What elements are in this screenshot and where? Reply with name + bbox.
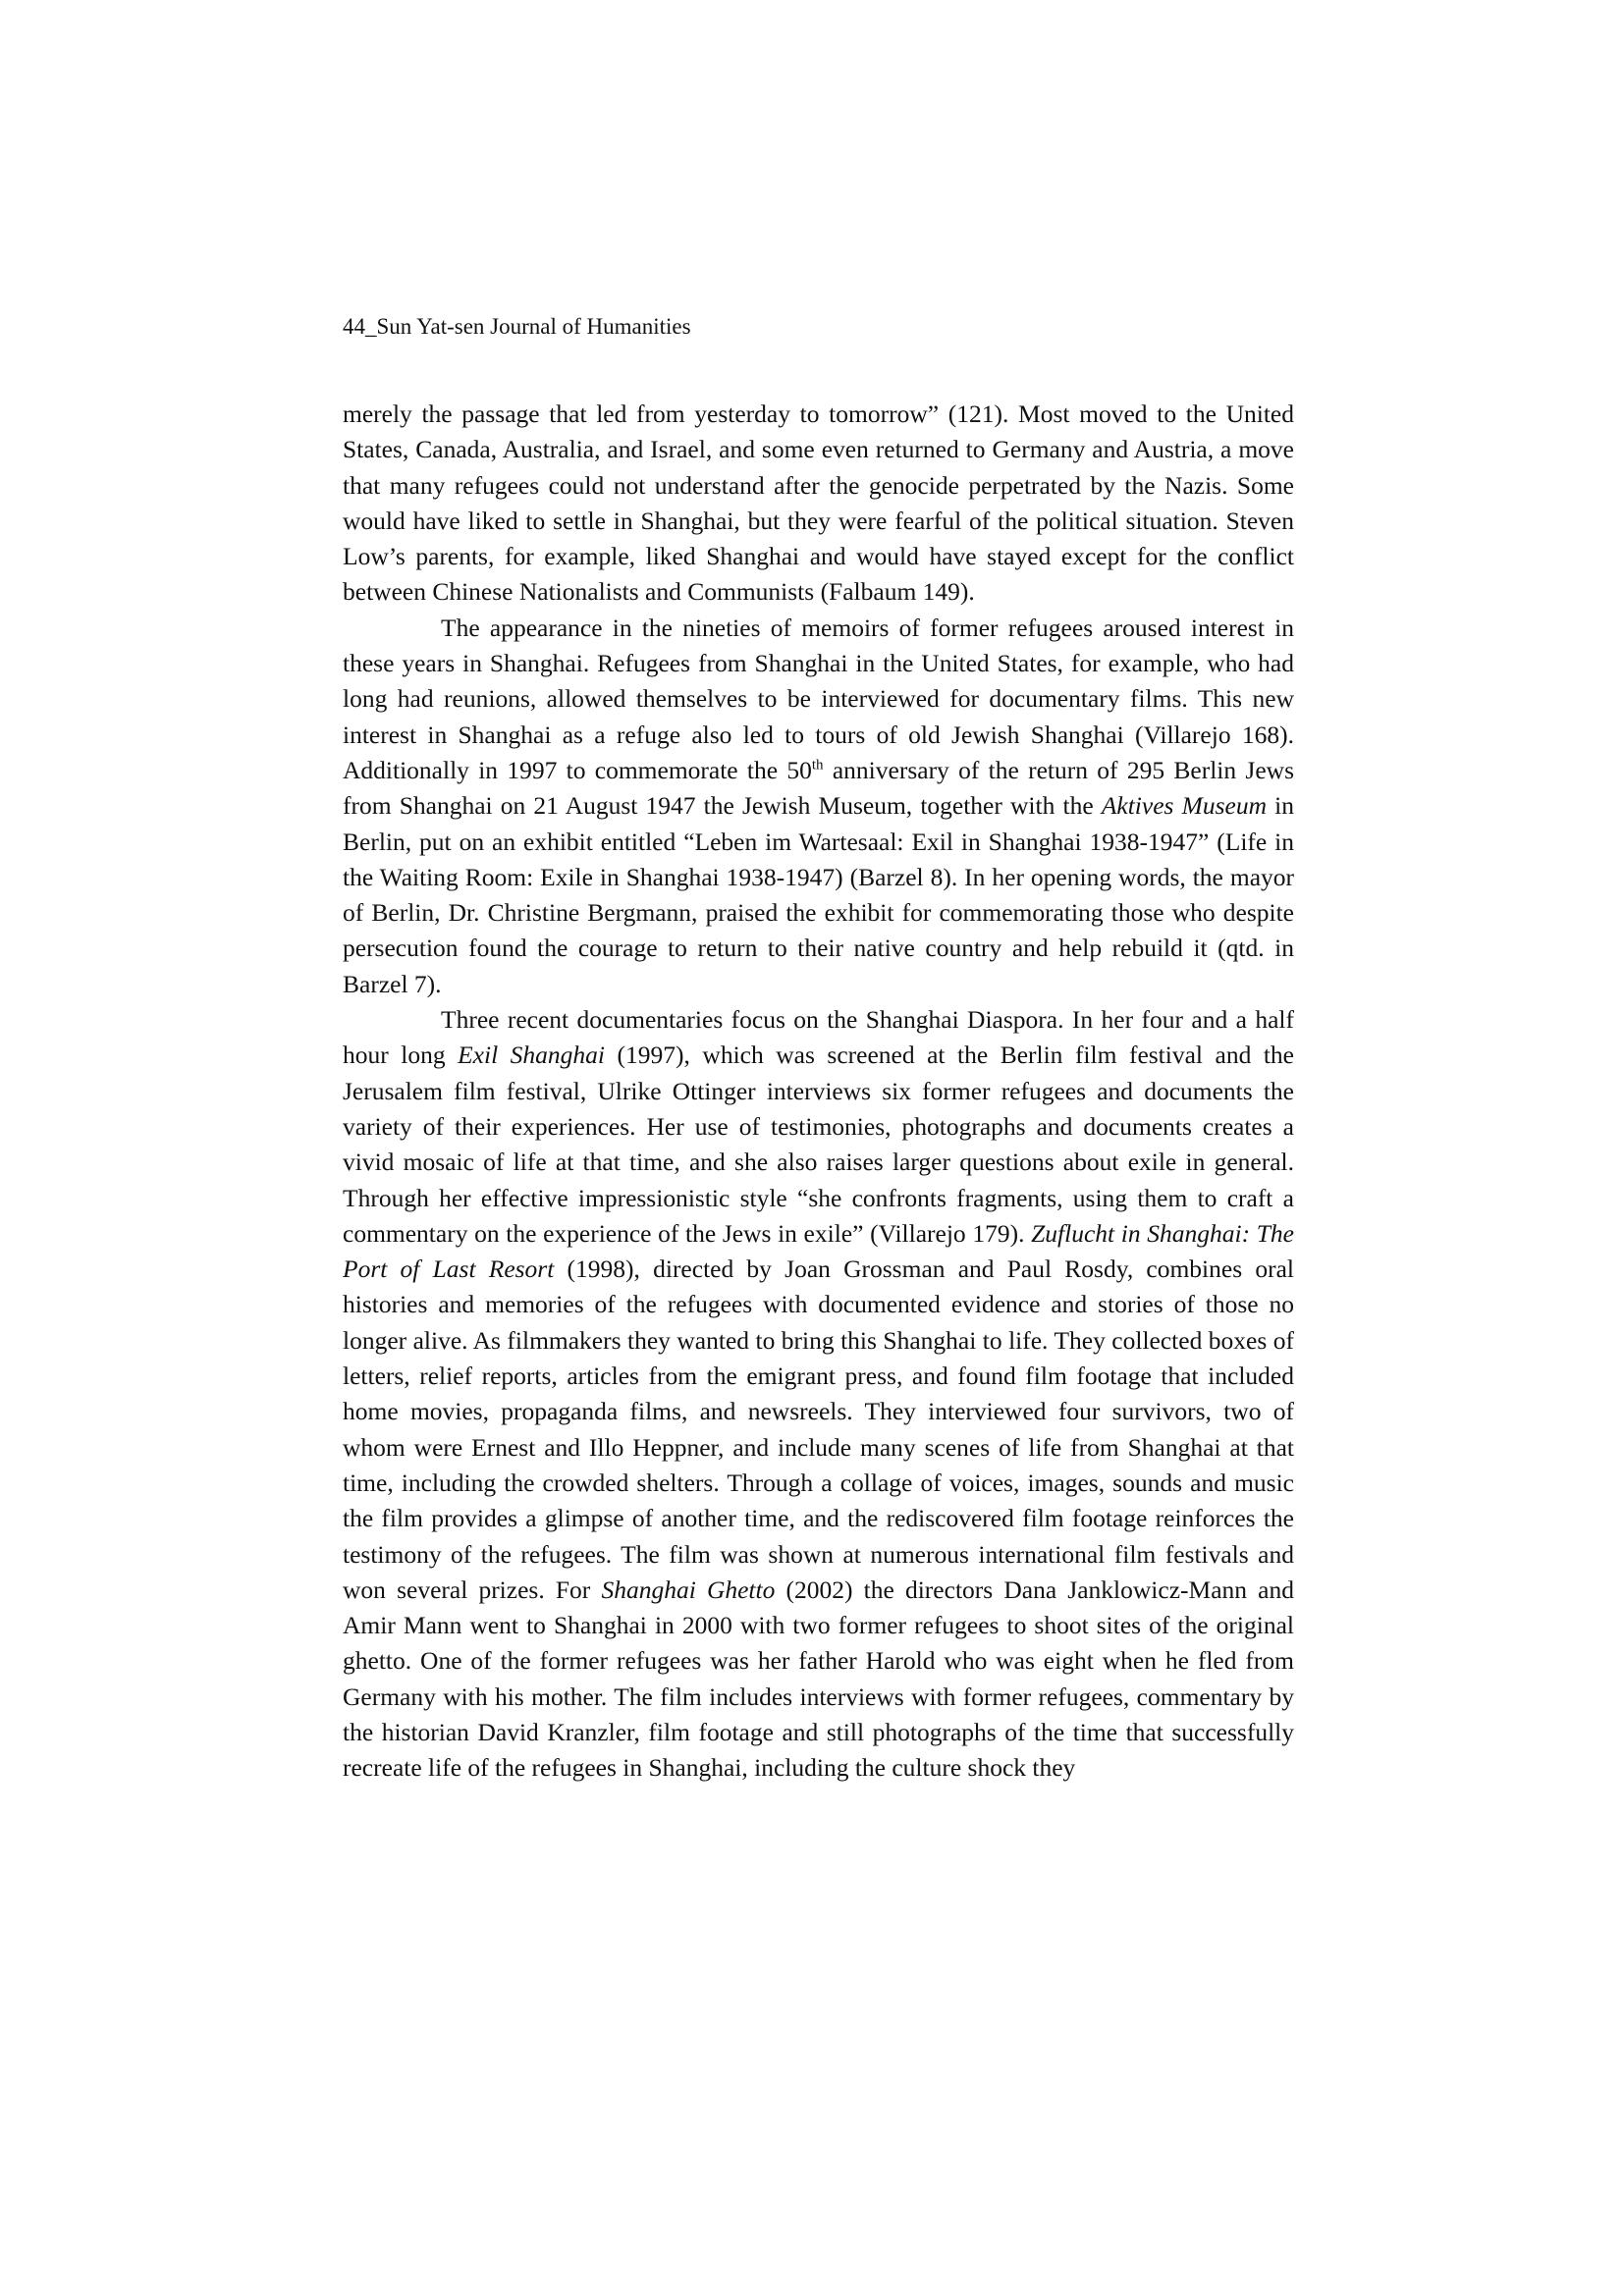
paragraph-3: [343, 1002, 1294, 1787]
article-body: [343, 397, 1294, 1787]
italic-title-shanghai-ghetto: Shanghai Ghetto: [601, 1575, 776, 1604]
paragraph-3-text-b: (1997), which was screened at the Berlin film festival and the Jerusalem film festival, Ulrike Ottinger interviews six former refugees and documents the variety of their experiences. Her use of testimonies, photographs and documents creates a vivid mosaic of life at that time, and she also raises larger questions about exile in general. Through her effective impressionistic style “she confronts fragments, using them to craft a commentary on the experience of the Jews in exile” (Villarejo 179).: [343, 1041, 1295, 1248]
running-head: 44_Sun Yat-sen Journal of Humanities: [343, 314, 691, 339]
paragraph-2-text-a: The appearance in the nineties of memoirs of former refugees aroused interest in these years in Shanghai. Refugees from Shanghai in the United States, for example, who had long had reunions, allowed themselves to be interviewed for documentary films. This new interest in Shanghai as a refuge also led to tours of old Jewish Shanghai (Villarejo 168). Additionally in 1997 to commemorate the 50: [343, 613, 1294, 784]
paragraph-2: [343, 611, 1294, 1002]
paragraph-3-text-a: Three recent documentaries focus on the Shanghai Diaspora. In her four and a half hour long: [343, 1005, 1294, 1070]
paragraph-2-text-c: in Berlin, put on an exhibit entitled “Leben im Wartesaal: Exil in Shanghai 1938-1947” (Life in the Waiting Room: Exile in Shanghai 1938-1947) (Barzel 8). In her opening words, the mayor of Berlin, Dr. Christine Bergmann, praised the exhibit for commemorating those who despite persecution found the courage to return to their native country and help rebuild it (qtd. in Barzel 7).: [343, 791, 1295, 998]
ordinal-superscript: th: [811, 757, 824, 774]
italic-title-aktives-museum: Aktives Museum: [1101, 791, 1268, 821]
paragraph-1: merely the passage that led from yesterday to tomorrow” (121). Most moved to the United States, Canada, Australia, and Israel, and some even returned to Germany and Austria, a move that many refugees could not understand after the genocide perpetrated by the Nazis. Some would have liked to settle in Shanghai, but they were fearful of the political situation. Steven Low’s parents, for example, liked Shanghai and would have stayed except for the conflict between Chinese Nationalists and Communists (Falbaum 149).: [343, 400, 1294, 607]
italic-title-zuflucht: Zuflucht in Shanghai: The Port of Last Resort: [343, 1218, 1294, 1284]
paragraph-2-text-b: anniversary of the return of 295 Berlin Jews from Shanghai on 21 August 1947 the Jewish Museum, together with the: [343, 755, 1294, 821]
italic-title-exil-shanghai: Exil Shanghai: [458, 1041, 606, 1070]
paragraph-3-text-d: (2002) the directors Dana Janklowicz-Mann and Amir Mann went to Shanghai in 2000 with two former refugees to shoot sites of the original ghetto. One of the former refugees was her father Harold who was eight when he fled from Germany with his mother. The film includes interviews with former refugees, commentary by the historian David Kranzler, film footage and still photographs of the time that successfully recreate life of the refugees in Shanghai, including the culture shock they: [343, 1575, 1294, 1783]
paragraph-3-text-c: (1998), directed by Joan Grossman and Paul Rosdy, combines oral histories and memories of the refugees with documented evidence and stories of those no longer alive. As filmmakers they wanted to bring this Shanghai to life. They collected boxes of letters, relief reports, articles from the emigrant press, and found film footage that included home movies, propaganda films, and newsreels. They interviewed four survivors, two of whom were Ernest and Illo Heppner, and include many scenes of life from Shanghai at that time, including the crowded shelters. Through a collage of voices, images, sounds and music the film provides a glimpse of another time, and the rediscovered film footage reinforces the testimony of the refugees. The film was shown at numerous international film festivals and won several prizes. For: [343, 1255, 1294, 1604]
